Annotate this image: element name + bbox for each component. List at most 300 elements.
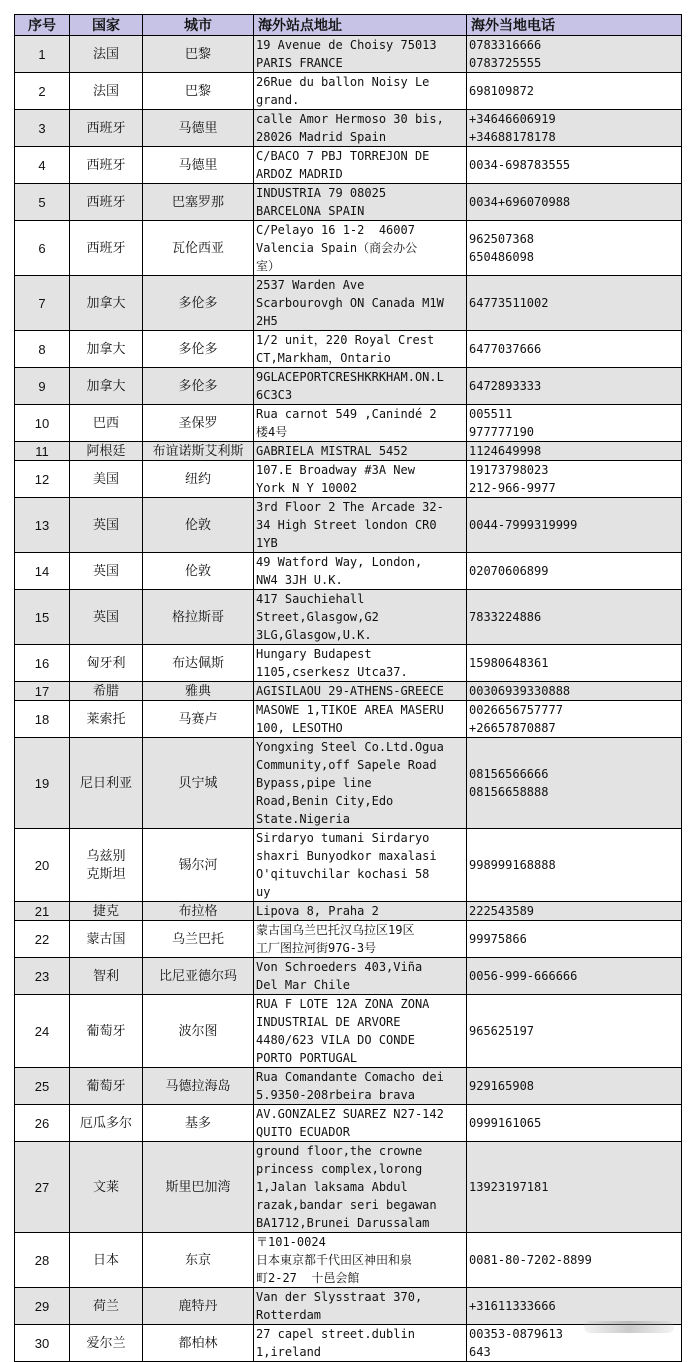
cell-no bbox=[15, 147, 70, 184]
cell-phone-text: 962507368 650486098 bbox=[469, 232, 535, 264]
cell-city bbox=[143, 405, 254, 442]
cell-no bbox=[15, 442, 70, 461]
cell-no bbox=[15, 738, 70, 829]
table-row bbox=[15, 110, 682, 147]
cell-city-text: 巴塞罗那 bbox=[171, 194, 224, 209]
table-row bbox=[15, 442, 682, 461]
cell-no-text: 7 bbox=[38, 295, 46, 311]
cell-phone-text: 00306939330888 bbox=[469, 684, 571, 698]
cell-phone bbox=[467, 1142, 682, 1233]
cell-country bbox=[70, 995, 143, 1068]
cell-country bbox=[70, 958, 143, 995]
table-body bbox=[15, 36, 682, 1362]
cell-city-text: 布谊诺斯艾利斯 bbox=[152, 443, 244, 458]
cell-city bbox=[143, 1068, 254, 1105]
cell-address bbox=[254, 461, 467, 498]
cell-phone bbox=[467, 1288, 682, 1325]
cell-city bbox=[143, 498, 254, 553]
cell-country bbox=[70, 368, 143, 405]
cell-address bbox=[254, 147, 467, 184]
cell-city-text: 乌兰巴托 bbox=[171, 931, 224, 946]
cell-address bbox=[254, 221, 467, 276]
cell-address bbox=[254, 553, 467, 590]
cell-country bbox=[70, 590, 143, 645]
cell-no bbox=[15, 645, 70, 682]
cell-phone bbox=[467, 221, 682, 276]
cell-country bbox=[70, 461, 143, 498]
cell-country-text: 英国 bbox=[92, 563, 119, 578]
cell-no-text: 12 bbox=[34, 471, 50, 487]
cell-phone-text: 0034-698783555 bbox=[469, 158, 571, 172]
cell-city-text: 马赛卢 bbox=[178, 711, 218, 726]
cell-no bbox=[15, 553, 70, 590]
cell-city bbox=[143, 1105, 254, 1142]
cell-no bbox=[15, 1142, 70, 1233]
cell-country bbox=[70, 902, 143, 921]
cell-city-text: 锡尔河 bbox=[178, 857, 218, 872]
cell-country-text: 英国 bbox=[92, 517, 119, 532]
cell-no-text: 4 bbox=[38, 157, 46, 173]
cell-address bbox=[254, 995, 467, 1068]
cell-no-text: 20 bbox=[34, 857, 50, 873]
table-row bbox=[15, 682, 682, 701]
cell-country-text: 法国 bbox=[92, 46, 119, 61]
cell-no-text: 15 bbox=[34, 609, 50, 625]
cell-address bbox=[254, 645, 467, 682]
cell-phone-text: 0783316666 0783725555 bbox=[469, 38, 542, 70]
cell-no bbox=[15, 368, 70, 405]
cell-country-text: 阿根廷 bbox=[86, 443, 126, 458]
cell-city-text: 伦敦 bbox=[184, 517, 211, 532]
table-row bbox=[15, 829, 682, 902]
cell-phone bbox=[467, 276, 682, 331]
cell-address bbox=[254, 331, 467, 368]
cell-city bbox=[143, 958, 254, 995]
cell-city bbox=[143, 73, 254, 110]
header-phone: 海外当地电话 bbox=[467, 15, 682, 36]
cell-phone bbox=[467, 590, 682, 645]
cell-city bbox=[143, 645, 254, 682]
cell-city-text: 波尔图 bbox=[178, 1023, 218, 1038]
cell-phone-text: +31611333666 bbox=[469, 1299, 556, 1313]
cell-phone-text: 13923197181 bbox=[469, 1180, 549, 1194]
cell-phone-text: 6472893333 bbox=[469, 379, 542, 393]
cell-no bbox=[15, 701, 70, 738]
cell-city bbox=[143, 1288, 254, 1325]
header-no: 序号 bbox=[15, 15, 70, 36]
table-row bbox=[15, 921, 682, 958]
table-row bbox=[15, 276, 682, 331]
cell-city bbox=[143, 738, 254, 829]
cell-phone-text: 15980648361 bbox=[469, 656, 549, 670]
cell-phone bbox=[467, 995, 682, 1068]
cell-city bbox=[143, 590, 254, 645]
cell-phone-text: 6477037666 bbox=[469, 342, 542, 356]
cell-phone-text: 0026656757777 +26657870887 bbox=[469, 703, 563, 735]
cell-country-text: 加拿大 bbox=[86, 341, 126, 356]
cell-no-text: 14 bbox=[34, 563, 50, 579]
cell-address bbox=[254, 1068, 467, 1105]
cell-address-text: 蒙古国乌兰巴托汉乌拉区19区 工厂图拉河街97G-3号 bbox=[256, 923, 415, 955]
cell-no bbox=[15, 829, 70, 902]
cell-country bbox=[70, 738, 143, 829]
cell-country-text: 智利 bbox=[92, 968, 119, 983]
cell-address-text: C/BACO 7 PBJ TORREJON DE ARDOZ MADRID bbox=[256, 149, 430, 181]
table-row bbox=[15, 1325, 682, 1362]
cell-no-text: 25 bbox=[34, 1078, 50, 1094]
table-row bbox=[15, 36, 682, 73]
cell-city-text: 圣保罗 bbox=[178, 415, 218, 430]
cell-country-text: 日本 bbox=[92, 1252, 119, 1267]
table-row bbox=[15, 331, 682, 368]
cell-city-text: 多伦多 bbox=[178, 295, 218, 310]
cell-city bbox=[143, 995, 254, 1068]
cell-city bbox=[143, 902, 254, 921]
cell-country-text: 文莱 bbox=[92, 1179, 119, 1194]
cell-no-text: 23 bbox=[34, 968, 50, 984]
cell-no bbox=[15, 36, 70, 73]
cell-country bbox=[70, 1233, 143, 1288]
cell-country bbox=[70, 498, 143, 553]
cell-country-text: 捷克 bbox=[92, 903, 119, 918]
cell-city-text: 比尼亚德尔玛 bbox=[158, 968, 237, 983]
cell-phone bbox=[467, 498, 682, 553]
table-row bbox=[15, 73, 682, 110]
cell-address bbox=[254, 829, 467, 902]
cell-phone bbox=[467, 701, 682, 738]
table-row bbox=[15, 590, 682, 645]
cell-country-text: 厄瓜多尔 bbox=[79, 1115, 132, 1130]
cell-city-text: 格拉斯哥 bbox=[171, 609, 224, 624]
cell-country-text: 葡萄牙 bbox=[86, 1023, 126, 1038]
cell-no bbox=[15, 110, 70, 147]
cell-address bbox=[254, 701, 467, 738]
cell-address bbox=[254, 1288, 467, 1325]
cell-phone bbox=[467, 184, 682, 221]
cell-phone-text: 005511 977777190 bbox=[469, 407, 535, 439]
cell-address-text: AV.GONZALEZ SUAREZ N27-142 QUITO ECUADOR bbox=[256, 1107, 444, 1139]
cell-address bbox=[254, 738, 467, 829]
cell-country-text: 西班牙 bbox=[86, 120, 126, 135]
cell-no-text: 11 bbox=[35, 443, 49, 459]
table-row bbox=[15, 902, 682, 921]
cell-country-text: 蒙古国 bbox=[86, 931, 126, 946]
cell-address bbox=[254, 110, 467, 147]
cell-city-text: 布达佩斯 bbox=[171, 655, 224, 670]
cell-phone-text: +34646606919 +34688178178 bbox=[469, 112, 556, 144]
cell-phone-text: 222543589 bbox=[469, 904, 535, 918]
table-row bbox=[15, 221, 682, 276]
cell-country bbox=[70, 276, 143, 331]
cell-no-text: 10 bbox=[34, 415, 50, 431]
cell-address-text: MASOWE 1,TIKOE AREA MASERU 100, LESOTHO bbox=[256, 703, 444, 735]
cell-no bbox=[15, 405, 70, 442]
cell-phone bbox=[467, 147, 682, 184]
table-row bbox=[15, 1142, 682, 1233]
cell-country-text: 西班牙 bbox=[86, 194, 126, 209]
cell-phone-text: 0034+696070988 bbox=[469, 195, 571, 209]
cell-country-text: 西班牙 bbox=[86, 240, 126, 255]
cell-address-text: ground floor,the crowne princess complex,lorong 1,Jalan laksama Abdul razak,bandar seri begawan BA1712,Brunei Darussalam bbox=[256, 1144, 437, 1230]
table-row bbox=[15, 1068, 682, 1105]
table-row bbox=[15, 1105, 682, 1142]
cell-phone bbox=[467, 958, 682, 995]
cell-phone-text: 0044-7999319999 bbox=[469, 518, 578, 532]
cell-no-text: 27 bbox=[34, 1179, 50, 1195]
cell-no-text: 8 bbox=[38, 341, 46, 357]
cell-country bbox=[70, 73, 143, 110]
cell-city bbox=[143, 368, 254, 405]
cell-address bbox=[254, 1142, 467, 1233]
cell-address-text: 1/2 unit，220 Royal Crest CT,Markham，Ontario bbox=[256, 333, 435, 365]
cell-address bbox=[254, 958, 467, 995]
cell-city-text: 巴黎 bbox=[184, 83, 211, 98]
cell-no-text: 5 bbox=[38, 194, 46, 210]
cell-no bbox=[15, 276, 70, 331]
cell-city bbox=[143, 110, 254, 147]
cell-city bbox=[143, 331, 254, 368]
header-address: 海外站点地址 bbox=[254, 15, 467, 36]
cell-country bbox=[70, 701, 143, 738]
cell-no bbox=[15, 331, 70, 368]
cell-city-text: 多伦多 bbox=[178, 341, 218, 356]
cell-city bbox=[143, 682, 254, 701]
cell-city-text: 巴黎 bbox=[184, 46, 211, 61]
cell-phone-text: 998999168888 bbox=[469, 858, 556, 872]
cell-country-text: 匈牙利 bbox=[86, 655, 126, 670]
table-row bbox=[15, 498, 682, 553]
cell-country-text: 莱索托 bbox=[86, 711, 126, 726]
table-row bbox=[15, 645, 682, 682]
cell-no bbox=[15, 921, 70, 958]
cell-address bbox=[254, 368, 467, 405]
cell-phone-text: 7833224886 bbox=[469, 610, 542, 624]
cell-no bbox=[15, 995, 70, 1068]
cell-address bbox=[254, 36, 467, 73]
cell-no-text: 1 bbox=[38, 46, 46, 62]
cell-no-text: 18 bbox=[34, 711, 50, 727]
cell-phone-text: 1124649998 bbox=[469, 444, 542, 458]
cell-country-text: 法国 bbox=[92, 83, 119, 98]
cell-phone-text: 64773511002 bbox=[469, 296, 549, 310]
cell-phone-text: 0056-999-666666 bbox=[469, 969, 578, 983]
cell-no-text: 19 bbox=[34, 775, 50, 791]
cell-address bbox=[254, 1105, 467, 1142]
cell-address bbox=[254, 921, 467, 958]
cell-city-text: 伦敦 bbox=[184, 563, 211, 578]
watermark bbox=[584, 1321, 674, 1333]
cell-phone bbox=[467, 1233, 682, 1288]
cell-city bbox=[143, 921, 254, 958]
table-row bbox=[15, 701, 682, 738]
cell-no-text: 21 bbox=[34, 903, 50, 919]
cell-city-text: 东京 bbox=[184, 1252, 211, 1267]
table-row bbox=[15, 958, 682, 995]
cell-country bbox=[70, 110, 143, 147]
cell-phone-text: 0081-80-7202-8899 bbox=[469, 1253, 592, 1267]
cell-no-text: 26 bbox=[34, 1115, 50, 1131]
cell-city bbox=[143, 36, 254, 73]
cell-city-text: 布拉格 bbox=[178, 903, 218, 918]
cell-city bbox=[143, 461, 254, 498]
table-row bbox=[15, 738, 682, 829]
cell-city bbox=[143, 442, 254, 461]
cell-country-text: 美国 bbox=[92, 471, 119, 486]
cell-phone-text: 698109872 bbox=[469, 84, 535, 98]
cell-phone-text: 965625197 bbox=[469, 1024, 535, 1038]
cell-phone bbox=[467, 331, 682, 368]
cell-country-text: 加拿大 bbox=[86, 295, 126, 310]
cell-address-text: Van der Slysstraat 370, Rotterdam bbox=[256, 1290, 423, 1322]
cell-country-text: 巴西 bbox=[92, 415, 119, 430]
cell-phone-text: 00353-0879613 643 bbox=[469, 1327, 563, 1359]
cell-address-text: Sirdaryo tumani Sirdaryo shaxri Bunyodkor maxalasi O'qituvchilar kochasi 58 uy bbox=[256, 831, 437, 899]
cell-no bbox=[15, 682, 70, 701]
cell-address-text: 417 Sauchiehall Street,Glasgow,G2 3LG,Glasgow,U.K. bbox=[256, 592, 379, 642]
cell-no-text: 29 bbox=[34, 1298, 50, 1314]
cell-country bbox=[70, 1288, 143, 1325]
header-city: 城市 bbox=[143, 15, 254, 36]
cell-country bbox=[70, 1142, 143, 1233]
table-row bbox=[15, 405, 682, 442]
cell-city bbox=[143, 701, 254, 738]
cell-phone bbox=[467, 829, 682, 902]
cell-city bbox=[143, 553, 254, 590]
cell-no bbox=[15, 1288, 70, 1325]
cell-address-text: INDUSTRIA 79 08025 BARCELONA SPAIN bbox=[256, 186, 387, 218]
cell-address bbox=[254, 73, 467, 110]
cell-address bbox=[254, 276, 467, 331]
cell-city bbox=[143, 829, 254, 902]
cell-address-text: 27 capel street.dublin 1,ireland bbox=[256, 1327, 415, 1359]
cell-address bbox=[254, 590, 467, 645]
cell-address-text: GABRIELA MISTRAL 5452 bbox=[256, 444, 408, 458]
cell-country bbox=[70, 147, 143, 184]
cell-country-text: 乌兹别 克斯坦 bbox=[86, 848, 126, 881]
cell-country bbox=[70, 1068, 143, 1105]
cell-no-text: 3 bbox=[38, 120, 46, 136]
cell-address-text: AGISILAOU 29-ATHENS-GREECE bbox=[256, 684, 444, 698]
cell-country bbox=[70, 405, 143, 442]
cell-address-text: Hungary Budapest 1105,cserkesz Utca37. bbox=[256, 647, 408, 679]
cell-no-text: 30 bbox=[34, 1335, 50, 1351]
cell-address-text: 26Rue du ballon Noisy Le grand. bbox=[256, 75, 430, 107]
cell-address bbox=[254, 498, 467, 553]
cell-city bbox=[143, 1142, 254, 1233]
cell-address bbox=[254, 184, 467, 221]
cell-no-text: 9 bbox=[38, 378, 46, 394]
cell-phone bbox=[467, 921, 682, 958]
cell-city-text: 瓦伦西亚 bbox=[171, 240, 224, 255]
cell-address-text: 3rd Floor 2 The Arcade 32- 34 High Street london CR0 1YB bbox=[256, 500, 444, 550]
cell-country bbox=[70, 442, 143, 461]
cell-phone bbox=[467, 110, 682, 147]
cell-phone bbox=[467, 461, 682, 498]
overseas-stations-table bbox=[14, 14, 682, 1362]
cell-phone bbox=[467, 36, 682, 73]
cell-no-text: 28 bbox=[34, 1252, 50, 1268]
cell-no bbox=[15, 184, 70, 221]
cell-phone-text: 0999161065 bbox=[469, 1116, 542, 1130]
cell-city bbox=[143, 221, 254, 276]
cell-country-text: 葡萄牙 bbox=[86, 1078, 126, 1093]
cell-no bbox=[15, 73, 70, 110]
cell-no bbox=[15, 902, 70, 921]
cell-city bbox=[143, 276, 254, 331]
cell-phone bbox=[467, 73, 682, 110]
table-row bbox=[15, 368, 682, 405]
cell-country bbox=[70, 1325, 143, 1362]
cell-country-text: 尼日利亚 bbox=[79, 775, 132, 790]
cell-city-text: 基多 bbox=[184, 1115, 211, 1130]
table-row bbox=[15, 553, 682, 590]
cell-phone bbox=[467, 738, 682, 829]
cell-phone bbox=[467, 368, 682, 405]
cell-phone bbox=[467, 902, 682, 921]
cell-city bbox=[143, 1325, 254, 1362]
cell-city-text: 多伦多 bbox=[178, 378, 218, 393]
cell-city-text: 马德拉海岛 bbox=[165, 1078, 231, 1093]
cell-address-text: Rua carnot 549 ,Canindé 2 楼4号 bbox=[256, 407, 437, 439]
table-row bbox=[15, 184, 682, 221]
cell-phone-text: 929165908 bbox=[469, 1079, 535, 1093]
cell-country bbox=[70, 184, 143, 221]
cell-phone bbox=[467, 1068, 682, 1105]
cell-address-text: 9GLACEPORTCRESHKRKHAM.ON.L 6C3C3 bbox=[256, 370, 444, 402]
cell-city-text: 纽约 bbox=[184, 471, 211, 486]
cell-address bbox=[254, 405, 467, 442]
table-row bbox=[15, 1288, 682, 1325]
cell-city-text: 都柏林 bbox=[178, 1335, 218, 1350]
cell-no bbox=[15, 1233, 70, 1288]
cell-city-text: 鹿特丹 bbox=[178, 1298, 218, 1313]
cell-address-text: RUA F LOTE 12A ZONA ZONA INDUSTRIAL DE ARVORE 4480/623 VILA DO CONDE PORTO PORTUGAL bbox=[256, 997, 430, 1065]
cell-country bbox=[70, 921, 143, 958]
cell-city-text: 马德里 bbox=[178, 157, 218, 172]
cell-address-text: 2537 Warden Ave Scarbourovgh ON Canada M1W 2H5 bbox=[256, 278, 444, 328]
cell-phone bbox=[467, 645, 682, 682]
cell-address-text: Lipova 8, Praha 2 bbox=[256, 904, 379, 918]
cell-country-text: 英国 bbox=[92, 609, 119, 624]
cell-no bbox=[15, 221, 70, 276]
table-row bbox=[15, 995, 682, 1068]
cell-phone bbox=[467, 442, 682, 461]
cell-country-text: 希腊 bbox=[92, 683, 119, 698]
cell-country bbox=[70, 1105, 143, 1142]
cell-country-text: 爱尔兰 bbox=[86, 1335, 126, 1350]
cell-city bbox=[143, 184, 254, 221]
table-row bbox=[15, 147, 682, 184]
cell-city bbox=[143, 147, 254, 184]
cell-no-text: 6 bbox=[38, 240, 46, 256]
cell-phone-text: 08156566666 08156658888 bbox=[469, 767, 549, 799]
cell-address-text: C/Pelayo 16 1-2 46007 Valencia Spain（商会办公 室） bbox=[256, 223, 418, 273]
cell-country bbox=[70, 682, 143, 701]
cell-phone-text: 19173798023 212-966-9977 bbox=[469, 463, 556, 495]
cell-country-text: 荷兰 bbox=[92, 1298, 119, 1313]
header-row bbox=[15, 15, 682, 36]
cell-address-text: Von Schroeders 403,Viña Del Mar Chile bbox=[256, 960, 423, 992]
cell-country bbox=[70, 221, 143, 276]
table-row bbox=[15, 1233, 682, 1288]
cell-address-text: 19 Avenue de Choisy 75013 PARIS FRANCE bbox=[256, 38, 437, 70]
cell-no bbox=[15, 498, 70, 553]
cell-phone bbox=[467, 553, 682, 590]
cell-no bbox=[15, 1068, 70, 1105]
cell-no bbox=[15, 1325, 70, 1362]
cell-address-text: 〒101-0024 日本東京都千代田区神田和泉 町2-27 十邑会館 bbox=[256, 1235, 413, 1285]
cell-no-text: 13 bbox=[34, 517, 50, 533]
